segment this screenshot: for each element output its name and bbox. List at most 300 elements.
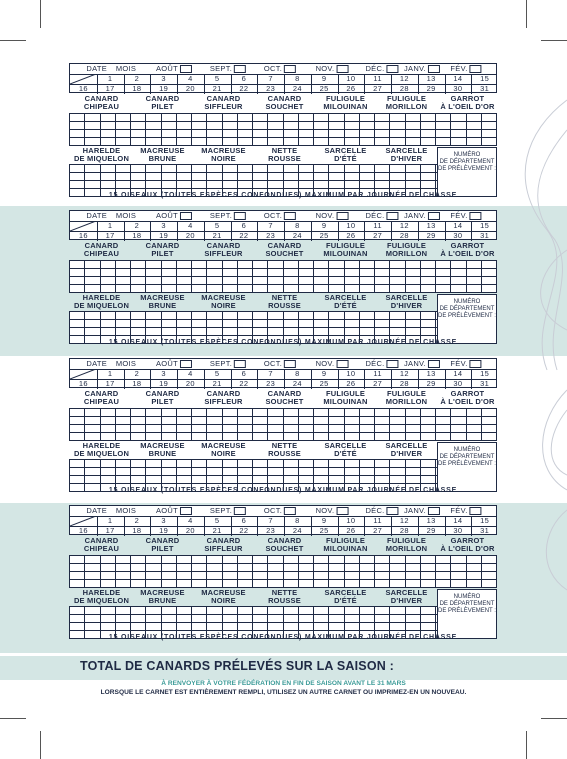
tally-cell[interactable] xyxy=(314,433,329,441)
tally-cell[interactable] xyxy=(390,165,405,173)
tally-cell[interactable] xyxy=(222,269,237,277)
tally-cell[interactable] xyxy=(207,607,222,615)
tally-cell[interactable] xyxy=(100,417,115,425)
tally-cell[interactable] xyxy=(390,138,405,146)
tally-cell[interactable] xyxy=(192,417,207,425)
tally-cell[interactable] xyxy=(329,564,344,572)
tally-cell[interactable] xyxy=(131,409,146,417)
tally-cell[interactable] xyxy=(85,261,100,269)
tally-cell[interactable] xyxy=(359,564,374,572)
tally-cell[interactable] xyxy=(405,181,420,189)
tally-cell[interactable] xyxy=(420,417,435,425)
tally-cell[interactable] xyxy=(359,417,374,425)
tally-cell[interactable] xyxy=(85,580,100,588)
month-1[interactable] xyxy=(156,359,192,369)
tally-cell[interactable] xyxy=(192,165,207,173)
tally-cell[interactable] xyxy=(283,261,298,269)
tally-cell[interactable] xyxy=(314,607,329,615)
tally-cell[interactable] xyxy=(314,328,329,336)
tally-cell[interactable] xyxy=(222,138,237,146)
tally-cell[interactable] xyxy=(283,312,298,320)
tally-cell[interactable] xyxy=(222,130,237,138)
tally-cell[interactable] xyxy=(298,181,313,189)
day-number[interactable]: 8 xyxy=(295,516,300,525)
tally-cell[interactable] xyxy=(146,277,161,285)
tally-cell[interactable] xyxy=(481,277,496,285)
tally-cell[interactable] xyxy=(420,556,435,564)
tally-cell[interactable] xyxy=(131,277,146,285)
tally-cell[interactable] xyxy=(375,468,390,476)
tally-cell[interactable] xyxy=(207,417,222,425)
tally-cell[interactable] xyxy=(329,173,344,181)
tally-cell[interactable] xyxy=(222,417,237,425)
tally-cell[interactable] xyxy=(222,277,237,285)
tally-cell[interactable] xyxy=(390,328,405,336)
tally-cell[interactable] xyxy=(115,269,130,277)
tally-cell[interactable] xyxy=(268,277,283,285)
month-4[interactable] xyxy=(316,211,349,221)
tally-cell[interactable] xyxy=(146,312,161,320)
month-7[interactable] xyxy=(450,506,481,516)
tally-cell[interactable] xyxy=(314,173,329,181)
tally-cell[interactable] xyxy=(375,580,390,588)
tally-cell[interactable] xyxy=(146,433,161,441)
tally-cell[interactable] xyxy=(146,460,161,468)
tally-cell[interactable] xyxy=(375,623,390,631)
month-4[interactable] xyxy=(316,64,349,74)
tally-cell[interactable] xyxy=(146,328,161,336)
tally-cell[interactable] xyxy=(405,556,420,564)
tally-cell[interactable] xyxy=(85,130,100,138)
tally-cell[interactable] xyxy=(314,409,329,417)
tally-cell[interactable] xyxy=(283,460,298,468)
tally-cell[interactable] xyxy=(131,417,146,425)
month-3[interactable] xyxy=(264,359,296,369)
tally-cell[interactable] xyxy=(298,320,313,328)
month-7[interactable] xyxy=(450,359,481,369)
tally-cell[interactable] xyxy=(146,261,161,269)
tally-cell[interactable] xyxy=(253,269,268,277)
tally-cell[interactable] xyxy=(481,114,496,122)
tally-cell[interactable] xyxy=(451,417,466,425)
tally-cell[interactable] xyxy=(70,277,85,285)
tally-cell[interactable] xyxy=(329,409,344,417)
tally-cell[interactable] xyxy=(131,320,146,328)
tally-cell[interactable] xyxy=(420,433,435,441)
day-number[interactable]: 8 xyxy=(295,369,300,378)
tally-cell[interactable] xyxy=(298,615,313,623)
tally-cell[interactable] xyxy=(100,476,115,484)
tally-cell[interactable] xyxy=(329,460,344,468)
tally-cell[interactable] xyxy=(85,623,100,631)
tally-cell[interactable] xyxy=(268,607,283,615)
month-5[interactable] xyxy=(365,211,398,221)
tally-cell[interactable] xyxy=(375,181,390,189)
tally-cell[interactable] xyxy=(405,476,420,484)
tally-cell[interactable] xyxy=(329,114,344,122)
tally-cell[interactable] xyxy=(314,460,329,468)
tally-cell[interactable] xyxy=(329,556,344,564)
tally-cell[interactable] xyxy=(375,285,390,293)
tally-cell[interactable] xyxy=(405,130,420,138)
tally-cell[interactable] xyxy=(70,261,85,269)
tally-cell[interactable] xyxy=(237,285,252,293)
tally-cell[interactable] xyxy=(176,433,191,441)
tally-cell[interactable] xyxy=(405,607,420,615)
tally-cell[interactable] xyxy=(390,122,405,130)
day-number[interactable]: 19 xyxy=(159,379,169,388)
tally-cell[interactable] xyxy=(237,409,252,417)
tally-cell[interactable] xyxy=(146,130,161,138)
day-number[interactable]: 23 xyxy=(266,379,276,388)
tally-cell[interactable] xyxy=(344,114,359,122)
tally-cell[interactable] xyxy=(436,580,451,588)
tally-cell[interactable] xyxy=(176,615,191,623)
tally-cell[interactable] xyxy=(146,476,161,484)
department-number-box[interactable] xyxy=(437,147,497,197)
day-number[interactable]: 18 xyxy=(132,231,142,240)
tally-cell[interactable] xyxy=(283,269,298,277)
tally-cell[interactable] xyxy=(283,476,298,484)
tally-cell[interactable] xyxy=(298,460,313,468)
tally-cell[interactable] xyxy=(146,468,161,476)
tally-cell[interactable] xyxy=(451,433,466,441)
day-number[interactable]: 6 xyxy=(241,221,247,230)
tally-cell[interactable] xyxy=(359,269,374,277)
tally-cell[interactable] xyxy=(451,138,466,146)
tally-cell[interactable] xyxy=(237,615,252,623)
tally-cell[interactable] xyxy=(298,130,313,138)
tally-cell[interactable] xyxy=(405,425,420,433)
tally-cell[interactable] xyxy=(100,433,115,441)
tally-cell[interactable] xyxy=(237,556,252,564)
day-number[interactable]: 14 xyxy=(453,369,463,378)
tally-cell[interactable] xyxy=(420,312,435,320)
tally-cell[interactable] xyxy=(344,425,359,433)
tally-cell[interactable] xyxy=(70,285,85,293)
tally-cell[interactable] xyxy=(344,165,359,173)
tally-cell[interactable] xyxy=(253,556,268,564)
tally-cell[interactable] xyxy=(176,580,191,588)
tally-cell[interactable] xyxy=(375,269,390,277)
tally-cell[interactable] xyxy=(253,320,268,328)
tally-cell[interactable] xyxy=(176,269,191,277)
tally-cell[interactable] xyxy=(146,138,161,146)
tally-cell[interactable] xyxy=(115,173,130,181)
tally-cell[interactable] xyxy=(314,277,329,285)
tally-cell[interactable] xyxy=(329,468,344,476)
tally-cell[interactable] xyxy=(451,277,466,285)
day-number[interactable]: 17 xyxy=(105,231,115,240)
tally-cell[interactable] xyxy=(359,312,374,320)
day-number[interactable]: 6 xyxy=(241,516,247,525)
tally-cell[interactable] xyxy=(375,114,390,122)
tally-cell[interactable] xyxy=(466,556,481,564)
tally-cell[interactable] xyxy=(436,572,451,580)
tally-cell[interactable] xyxy=(115,564,130,572)
tally-cell[interactable] xyxy=(131,122,146,130)
day-number[interactable]: 5 xyxy=(214,74,220,83)
tally-cell[interactable] xyxy=(207,114,222,122)
tally-cell[interactable] xyxy=(131,607,146,615)
tally-cell[interactable] xyxy=(390,556,405,564)
tally-cell[interactable] xyxy=(359,572,374,580)
tally-cell[interactable] xyxy=(436,269,451,277)
tally-cell[interactable] xyxy=(253,564,268,572)
tally-cell[interactable] xyxy=(436,564,451,572)
tally-cell[interactable] xyxy=(207,564,222,572)
tally-cell[interactable] xyxy=(176,476,191,484)
tally-cell[interactable] xyxy=(359,261,374,269)
tally-cell[interactable] xyxy=(344,269,359,277)
tally-cell[interactable] xyxy=(253,114,268,122)
day-number[interactable]: 17 xyxy=(105,379,115,388)
tally-cell[interactable] xyxy=(161,460,176,468)
tally-cell[interactable] xyxy=(115,312,130,320)
tally-cell[interactable] xyxy=(115,417,130,425)
tally-cell[interactable] xyxy=(329,607,344,615)
tally-cell[interactable] xyxy=(253,138,268,146)
tally-cell[interactable] xyxy=(100,556,115,564)
tally-cell[interactable] xyxy=(237,277,252,285)
tally-cell[interactable] xyxy=(283,122,298,130)
tally-cell[interactable] xyxy=(390,580,405,588)
tally-cell[interactable] xyxy=(192,138,207,146)
tally-cell[interactable] xyxy=(115,615,130,623)
tally-cell[interactable] xyxy=(405,460,420,468)
tally-cell[interactable] xyxy=(146,122,161,130)
month-checkbox[interactable] xyxy=(428,65,440,73)
tally-cell[interactable] xyxy=(115,460,130,468)
tally-cell[interactable] xyxy=(451,564,466,572)
tally-cell[interactable] xyxy=(207,476,222,484)
tally-cell[interactable] xyxy=(207,173,222,181)
tally-cell[interactable] xyxy=(222,181,237,189)
tally-cell[interactable] xyxy=(375,564,390,572)
tally-cell[interactable] xyxy=(283,165,298,173)
tally-cell[interactable] xyxy=(359,285,374,293)
tally-cell[interactable] xyxy=(115,409,130,417)
tally-cell[interactable] xyxy=(405,165,420,173)
tally-cell[interactable] xyxy=(283,564,298,572)
tally-cell[interactable] xyxy=(70,312,85,320)
tally-cell[interactable] xyxy=(329,277,344,285)
tally-cell[interactable] xyxy=(298,607,313,615)
tally-cell[interactable] xyxy=(192,261,207,269)
tally-cell[interactable] xyxy=(131,312,146,320)
tally-cell[interactable] xyxy=(283,130,298,138)
tally-cell[interactable] xyxy=(161,173,176,181)
tally-cell[interactable] xyxy=(70,460,85,468)
tally-cell[interactable] xyxy=(390,425,405,433)
tally-cell[interactable] xyxy=(253,130,268,138)
tally-cell[interactable] xyxy=(70,468,85,476)
tally-cell[interactable] xyxy=(314,468,329,476)
tally-cell[interactable] xyxy=(253,173,268,181)
tally-cell[interactable] xyxy=(344,623,359,631)
tally-cell[interactable] xyxy=(146,173,161,181)
day-number[interactable]: 12 xyxy=(399,221,409,230)
tally-cell[interactable] xyxy=(420,328,435,336)
month-checkbox[interactable] xyxy=(387,212,399,220)
tally-cell[interactable] xyxy=(375,130,390,138)
tally-cell[interactable] xyxy=(359,277,374,285)
tally-cell[interactable] xyxy=(100,460,115,468)
day-number[interactable]: 31 xyxy=(480,526,490,535)
tally-cell[interactable] xyxy=(436,122,451,130)
tally-cell[interactable] xyxy=(146,181,161,189)
tally-cell[interactable] xyxy=(298,425,313,433)
tally-cell[interactable] xyxy=(268,165,283,173)
day-number[interactable]: 7 xyxy=(268,516,273,525)
tally-cell[interactable] xyxy=(405,623,420,631)
tally-cell[interactable] xyxy=(466,564,481,572)
tally-cell[interactable] xyxy=(253,433,268,441)
tally-cell[interactable] xyxy=(161,122,176,130)
tally-cell[interactable] xyxy=(314,122,329,130)
tally-cell[interactable] xyxy=(70,417,85,425)
tally-cell[interactable] xyxy=(268,122,283,130)
tally-cell[interactable] xyxy=(436,417,451,425)
tally-cell[interactable] xyxy=(161,277,176,285)
tally-cell[interactable] xyxy=(176,417,191,425)
day-number[interactable]: 25 xyxy=(319,84,329,93)
day-number[interactable]: 10 xyxy=(346,74,356,83)
tally-cell[interactable] xyxy=(207,460,222,468)
tally-cell[interactable] xyxy=(222,122,237,130)
day-number[interactable]: 26 xyxy=(346,379,356,388)
tally-cell[interactable] xyxy=(85,269,100,277)
tally-cell[interactable] xyxy=(70,173,85,181)
tally-cell[interactable] xyxy=(344,320,359,328)
tally-cell[interactable] xyxy=(314,165,329,173)
tally-cell[interactable] xyxy=(268,468,283,476)
tally-cell[interactable] xyxy=(405,114,420,122)
tally-cell[interactable] xyxy=(237,476,252,484)
tally-cell[interactable] xyxy=(359,173,374,181)
tally-cell[interactable] xyxy=(100,138,115,146)
tally-cell[interactable] xyxy=(314,320,329,328)
tally-cell[interactable] xyxy=(329,130,344,138)
tally-cell[interactable] xyxy=(420,138,435,146)
tally-cell[interactable] xyxy=(85,468,100,476)
tally-cell[interactable] xyxy=(298,277,313,285)
tally-cell[interactable] xyxy=(375,433,390,441)
day-number[interactable]: 1 xyxy=(107,74,113,83)
tally-cell[interactable] xyxy=(253,572,268,580)
month-4[interactable] xyxy=(316,359,349,369)
tally-cell[interactable] xyxy=(268,409,283,417)
tally-cell[interactable] xyxy=(420,130,435,138)
tally-cell[interactable] xyxy=(481,269,496,277)
tally-cell[interactable] xyxy=(115,580,130,588)
day-number[interactable]: 6 xyxy=(241,369,247,378)
tally-cell[interactable] xyxy=(314,564,329,572)
month-checkbox[interactable] xyxy=(470,360,482,368)
tally-cell[interactable] xyxy=(192,425,207,433)
month-checkbox[interactable] xyxy=(336,65,348,73)
tally-cell[interactable] xyxy=(314,556,329,564)
tally-cell[interactable] xyxy=(344,607,359,615)
tally-cell[interactable] xyxy=(161,556,176,564)
tally-cell[interactable] xyxy=(176,173,191,181)
tally-cell[interactable] xyxy=(298,328,313,336)
tally-cell[interactable] xyxy=(451,556,466,564)
month-4[interactable] xyxy=(316,506,349,516)
tally-cell[interactable] xyxy=(207,580,222,588)
tally-cell[interactable] xyxy=(222,261,237,269)
tally-cell[interactable] xyxy=(268,556,283,564)
tally-cell[interactable] xyxy=(375,328,390,336)
tally-cell[interactable] xyxy=(420,615,435,623)
tally-cell[interactable] xyxy=(283,468,298,476)
tally-cell[interactable] xyxy=(222,615,237,623)
tally-cell[interactable] xyxy=(268,173,283,181)
tally-cell[interactable] xyxy=(329,269,344,277)
tally-cell[interactable] xyxy=(344,460,359,468)
tally-cell[interactable] xyxy=(207,122,222,130)
department-number-box[interactable] xyxy=(437,442,497,492)
tally-cell[interactable] xyxy=(420,564,435,572)
day-number[interactable]: 3 xyxy=(161,516,166,525)
tally-cell[interactable] xyxy=(481,564,496,572)
day-number[interactable]: 9 xyxy=(321,74,327,83)
tally-cell[interactable] xyxy=(466,261,481,269)
tally-cell[interactable] xyxy=(344,122,359,130)
month-2[interactable] xyxy=(210,359,246,369)
tally-cell[interactable] xyxy=(85,607,100,615)
tally-cell[interactable] xyxy=(481,261,496,269)
tally-cell[interactable] xyxy=(390,468,405,476)
month-checkbox[interactable] xyxy=(180,360,192,368)
day-number[interactable]: 15 xyxy=(480,369,490,378)
tally-cell[interactable] xyxy=(344,433,359,441)
tally-cell[interactable] xyxy=(207,623,222,631)
tally-cell[interactable] xyxy=(237,312,252,320)
tally-cell[interactable] xyxy=(176,425,191,433)
day-number[interactable]: 7 xyxy=(268,369,273,378)
day-number[interactable]: 31 xyxy=(480,84,490,93)
tally-cell[interactable] xyxy=(344,580,359,588)
day-number[interactable]: 10 xyxy=(346,369,356,378)
tally-cell[interactable] xyxy=(222,328,237,336)
tally-cell[interactable] xyxy=(115,114,130,122)
tally-cell[interactable] xyxy=(100,285,115,293)
month-checkbox[interactable] xyxy=(336,212,348,220)
tally-cell[interactable] xyxy=(390,114,405,122)
tally-cell[interactable] xyxy=(115,328,130,336)
tally-cell[interactable] xyxy=(298,433,313,441)
tally-cell[interactable] xyxy=(192,173,207,181)
tally-cell[interactable] xyxy=(329,138,344,146)
day-number[interactable]: 22 xyxy=(239,84,249,93)
tally-cell[interactable] xyxy=(344,277,359,285)
day-number[interactable]: 25 xyxy=(319,231,329,240)
tally-cell[interactable] xyxy=(131,556,146,564)
tally-cell[interactable] xyxy=(298,417,313,425)
day-number[interactable]: 11 xyxy=(373,74,382,83)
tally-cell[interactable] xyxy=(329,122,344,130)
tally-cell[interactable] xyxy=(161,285,176,293)
tally-cell[interactable] xyxy=(481,417,496,425)
tally-cell[interactable] xyxy=(481,425,496,433)
tally-cell[interactable] xyxy=(70,425,85,433)
tally-cell[interactable] xyxy=(451,261,466,269)
day-number[interactable]: 19 xyxy=(159,84,169,93)
day-number[interactable]: 6 xyxy=(241,74,247,83)
day-number[interactable]: 10 xyxy=(346,516,356,525)
day-number[interactable]: 10 xyxy=(346,221,356,230)
